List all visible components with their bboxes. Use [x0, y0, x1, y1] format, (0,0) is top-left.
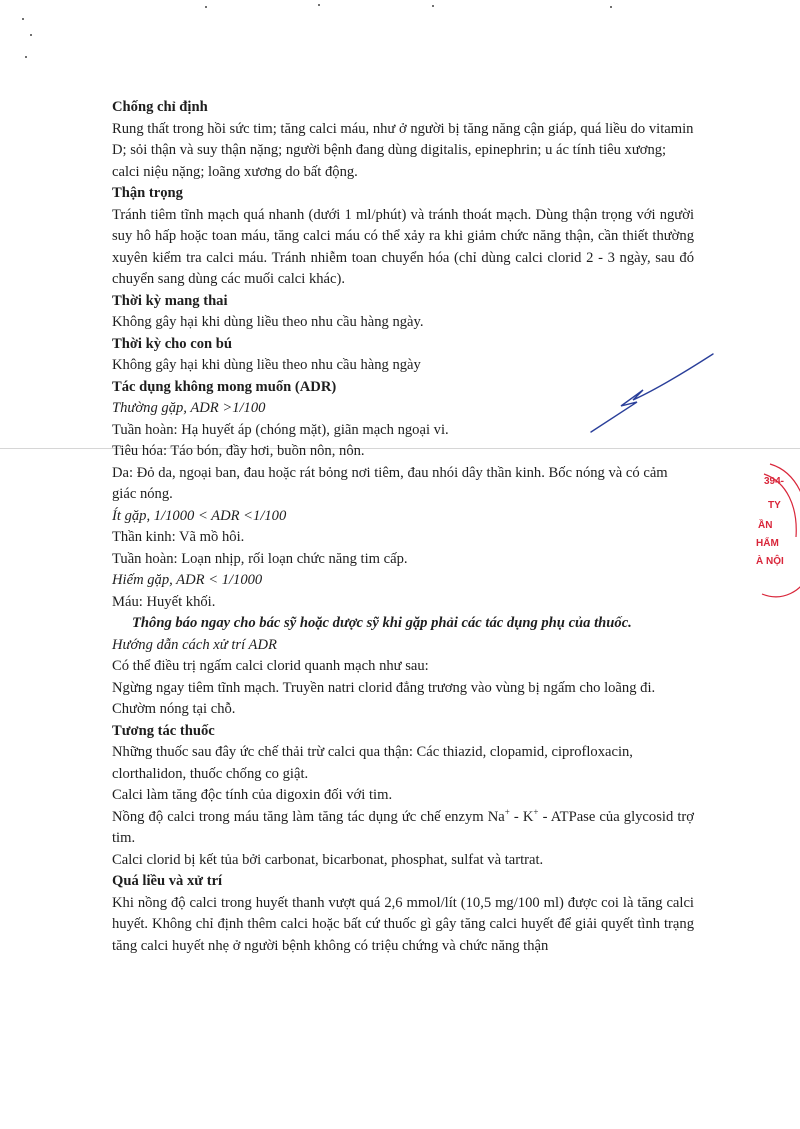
paragraph: Calci clorid bị kết tủa bởi carbonat, bicarbonat, phosphat, sulfat và tartrat.: [112, 851, 544, 868]
section-heading: Quá liều và xử trí: [112, 873, 223, 889]
paragraph: Rung thất trong hồi sức tim; tăng calci máu, như ở người bị tăng năng cận giáp, quá liều do vitamin D; sỏi thận và suy thận nặng; người bệnh đang dùng digitalis, epinephrin; u ác tính tiêu xương; calci niệu nặng; loãng xương do bất động.: [112, 120, 694, 180]
subheading: Ít gặp, 1/1000 < ADR <1/100: [112, 507, 287, 524]
section-heading: Tương tác thuốc: [112, 722, 215, 739]
subheading: Hướng dẫn cách xử trí ADR: [112, 636, 277, 653]
stamp-text-2: TY: [768, 500, 781, 511]
stamp-text-3: ẦN: [758, 520, 773, 531]
stamp-text-5: À NỘI: [756, 556, 784, 567]
document-body: [112, 97, 694, 957]
paragraph: Da: Đỏ da, ngoại ban, đau hoặc rát bỏng nơi tiêm, đau nhói dây thần kinh. Bốc nóng và có cảm giác nóng.: [112, 464, 668, 502]
paragraph: Những thuốc sau đây ức chế thải trừ calci qua thận: Các thiazid, clopamid, ciprofloxacin, clorthalidon, thuốc chống co giật.: [112, 744, 633, 782]
section-heading: Chống chỉ định: [112, 99, 208, 115]
paragraph: Calci làm tăng độc tính của digoxin đối với tim.: [112, 787, 393, 803]
stamp-text-4: HẨM: [756, 538, 779, 549]
paragraph: Khi nồng độ calci trong huyết thanh vượt quá 2,6 mmol/lít (10,5 mg/100 ml) được coi là tăng calci huyết. Không chỉ định thêm calci hoặc bất cứ thuốc gì gây tăng calci huyết để giải quyết tình trạng tăng calci huyết nhẹ ở người bệnh không có triệu chứng và chức năng thận: [112, 894, 694, 954]
paragraph: Máu: Huyết khối.: [112, 593, 216, 610]
paragraph: Thông báo ngay cho bác sỹ hoặc dược sỹ khi gặp phải các tác dụng phụ của thuốc.: [132, 615, 632, 631]
paragraph: Không gây hại khi dùng liều theo nhu cầu hàng ngày: [112, 357, 421, 373]
paragraph: Tuần hoàn: Loạn nhịp, rối loạn chức năng tim cấp.: [112, 550, 408, 567]
section-heading: Tác dụng không mong muốn (ADR): [112, 378, 337, 395]
text-block-main: [112, 97, 694, 807]
paragraph: Ngừng ngay tiêm tĩnh mạch. Truyền natri clorid đẳng trương vào vùng bị ngấm cho loãng đi. Chườm nóng tại chỗ.: [112, 679, 656, 717]
section-heading: Thời kỳ mang thai: [112, 292, 228, 309]
subheading: Hiếm gặp, ADR < 1/1000: [112, 572, 263, 588]
enzyme-interaction-line: Nồng độ calci trong máu tăng làm tăng tác dụng ức chế enzym Na+ - K+ - ATPase của glycosid trợ tim.: [112, 806, 694, 846]
section-heading: Thận trọng: [112, 185, 183, 201]
paragraph: Không gây hại khi dùng liều theo nhu cầu hàng ngày.: [112, 314, 424, 330]
paragraph: Tránh tiêm tĩnh mạch quá nhanh (dưới 1 ml/phút) và tránh thoát mạch. Dùng thận trọng với người suy hô hấp hoặc toan máu, tăng calci máu có thể xảy ra khi giảm chức năng thận, cần thiết thường xuyên kiểm tra calci máu. Tránh nhiễm toan chuyển hóa (chỉ dùng calci clorid 2 - 3 ngày, sau đó chuyển sang dùng các muối calci khác).: [112, 206, 694, 287]
scan-top-marks: [0, 0, 800, 60]
section-heading: Thời kỳ cho con bú: [112, 335, 233, 352]
text-block-overdose: [112, 850, 694, 958]
paragraph: Tiêu hóa: Táo bón, đầy hơi, buồn nôn, nôn.: [112, 443, 365, 459]
paragraph: Tuần hoàn: Hạ huyết áp (chóng mặt), giãn mạch ngoại vi.: [112, 421, 449, 438]
paragraph: Có thể điều trị ngấm calci clorid quanh mạch như sau:: [112, 658, 429, 674]
company-stamp: [742, 462, 800, 612]
stamp-text-1: 394-: [764, 476, 785, 487]
signature-mark: [585, 350, 720, 435]
paragraph: Thần kinh: Vã mồ hôi.: [112, 529, 245, 545]
subheading: Thường gặp, ADR >1/100: [112, 400, 266, 416]
